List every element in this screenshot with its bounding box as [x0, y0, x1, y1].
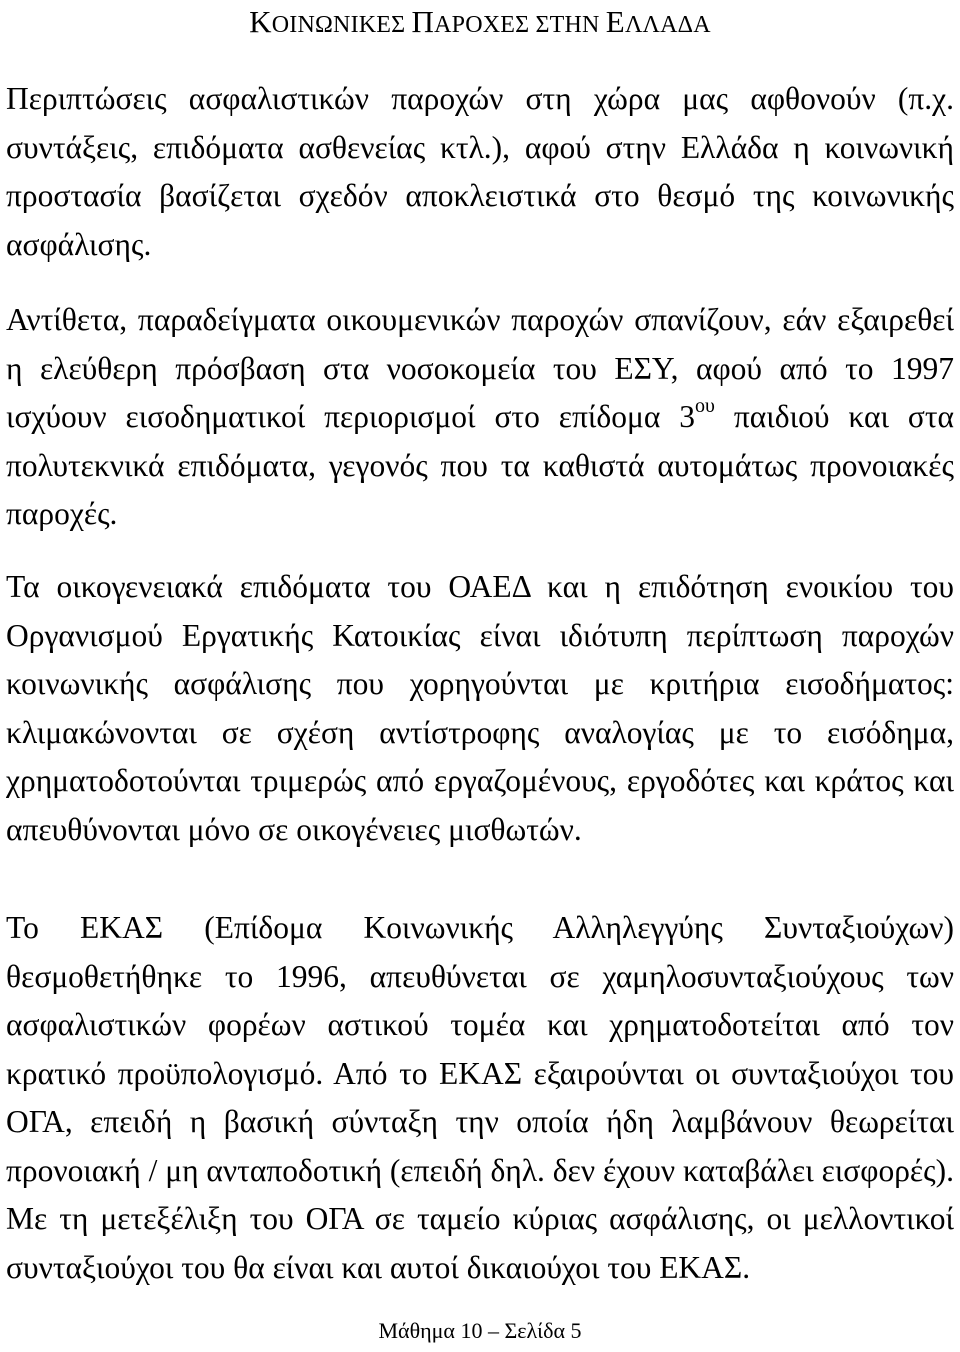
paragraph-2	[6, 296, 954, 539]
paragraph-2-text: Αντίθετα, παραδείγματα οικουμενικών παροχών σπανίζουν, εάν εξαιρεθεί η ελεύθερη πρόσβαση στα νοσοκομεία του ΕΣΥ, αφού από το 1997 ισχύουν εισοδηματικοί περιορισμοί στο επίδομα 3	[6, 302, 954, 434]
page-footer: Μάθημα 10 – Σελίδα 5	[378, 1318, 582, 1343]
title-segment: ΛΛΑΔΑ	[624, 12, 711, 38]
title-segment: ΑΡΟΧΕΣ ΣΤΗΝ	[434, 12, 606, 38]
title-initial: Ε	[605, 4, 625, 39]
paragraph-4: Το ΕΚΑΣ (Επίδομα Κοινωνικής Αλληλεγγύης Συνταξιούχων) θεσμοθετήθηκε το 1996, απευθύνεται σε χαμηλοσυνταξιούχους των ασφαλιστικών φορέων αστικού τομέα και χρηματοδοτείται από τον κρατικό προϋπολογισμό. Από το ΕΚΑΣ εξαιρούνται οι συνταξιούχοι του ΟΓΑ, επειδή η βασική σύνταξη την οποία ήδη λαμβάνουν θεωρείται προνοιακή / μη ανταποδοτική (επειδή δηλ. δεν έχουν καταβάλει εισφορές). Με τη μετεξέλιξη του ΟΓΑ σε ταμείο κύριας ασφάλισης, οι μελλοντικοί συνταξιούχοι του θα είναι και αυτοί δικαιούχοι του ΕΚΑΣ.	[6, 910, 954, 1285]
paragraph-2-text-continued: παιδιού και στα πολυτεκνικά επιδόματα, γεγονός που τα καθιστά αυτομάτως προνοιακές παροχές.	[6, 399, 954, 531]
page-title	[0, 2, 960, 45]
paragraph-3: Τα οικογενειακά επιδόματα του ΟΑΕΔ και η επιδότηση ενοικίου του Οργανισμού Εργατικής Κατοικίας είναι ιδιότυπη περίπτωση παροχών κοινωνικής ασφάλισης που χορηγούνται με κριτήρια εισοδήματος: κλιμακώνονται σε σχέση αντίστροφης αναλογίας με το εισόδημα, χρηματοδοτούνται τριμερώς από εργαζομένους, εργοδότες και κράτος και απευθύνονται μόνο σε οικογένειες μισθωτών.	[6, 569, 954, 847]
paragraph-1: Περιπτώσεις ασφαλιστικών παροχών στη χώρα μας αφθονούν (π.χ. συντάξεις, επιδόματα ασθενείας κτλ.), αφού στην Ελλάδα η κοινωνική προστασία βασίζεται σχεδόν αποκλειστικά στο θεσμό της κοινωνικής ασφάλισης.	[6, 81, 954, 262]
ordinal-superscript: ου	[695, 394, 715, 417]
title-segment: ΟΙΝΩΝΙΚΕΣ	[271, 12, 412, 38]
title-initial: Π	[411, 4, 435, 39]
title-initial: Κ	[249, 4, 272, 39]
